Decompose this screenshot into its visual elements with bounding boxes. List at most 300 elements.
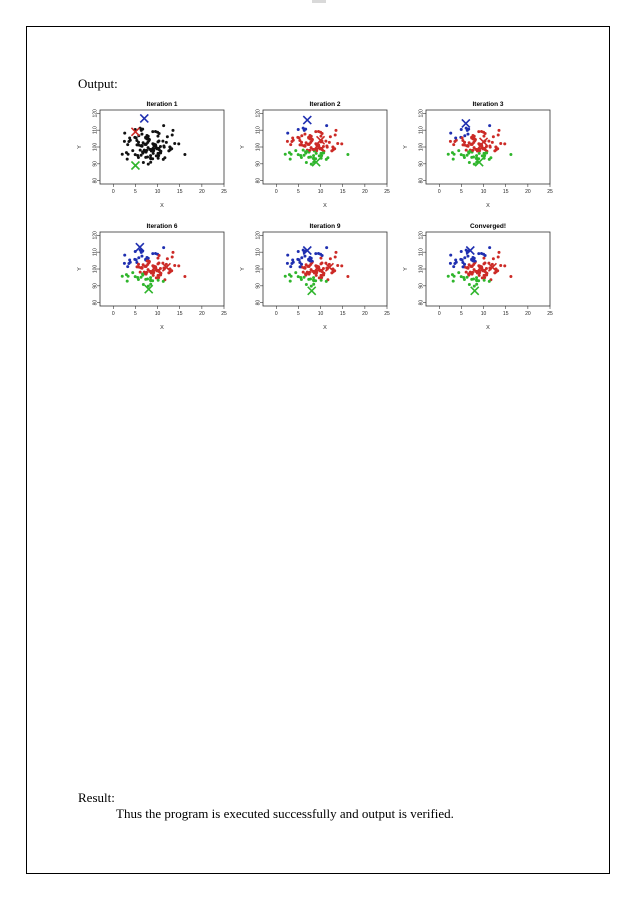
data-point [303,154,306,157]
data-point [473,135,476,138]
data-point [156,140,159,143]
data-point [328,141,331,144]
data-point [305,283,308,286]
data-point [289,143,292,146]
y-tick-label: 120 [92,231,99,240]
data-point [473,138,476,141]
data-point [173,142,176,145]
y-tick-label: 120 [92,109,99,118]
data-point [284,153,287,156]
data-point [449,132,452,135]
data-point [334,129,337,132]
data-point [481,154,484,157]
data-point [466,276,469,279]
x-tick-label: 15 [176,189,183,195]
data-point [157,157,160,160]
data-point [325,144,328,147]
data-point [461,258,464,261]
data-point [294,271,297,274]
data-point [152,274,155,277]
data-point [154,143,157,146]
data-point [314,130,317,133]
data-point [141,151,144,154]
data-point [162,124,165,127]
data-point [449,140,452,143]
data-point [183,153,186,156]
y-tick-label: 110 [92,126,99,135]
data-point [485,273,488,276]
data-point [177,264,180,267]
data-point [158,132,161,135]
scan-mark [312,0,326,3]
scatter-chart [237,98,391,210]
data-point [454,137,457,140]
y-tick-label: 90 [255,161,262,167]
data-point [475,276,478,279]
data-point [145,143,148,146]
data-point [452,265,455,268]
y-tick-label: 80 [418,177,425,184]
data-point [482,147,485,150]
plot-panel [400,220,554,332]
data-point [461,136,464,139]
chart-title: Iteration 2 [309,101,341,108]
data-point [325,158,328,161]
data-point [177,142,180,145]
data-point [466,144,469,147]
data-point [317,265,320,268]
chart-title: Iteration 3 [472,101,504,108]
data-point [305,161,308,164]
data-point [304,128,307,131]
data-point [149,161,152,164]
data-point [286,262,289,265]
data-point [159,151,162,154]
data-point [136,143,139,146]
data-point [141,273,144,276]
y-tick-label: 120 [255,231,262,240]
data-point [472,277,475,280]
data-point [289,158,292,161]
data-point [126,280,129,283]
data-point [497,255,500,258]
data-point [147,257,150,260]
x-tick-label: 20 [362,311,368,317]
plot-panel [400,98,554,210]
y-axis-label: Y [240,145,246,149]
data-point [481,276,484,279]
data-point [312,148,315,151]
data-point [156,135,159,138]
result-heading: Result: [78,790,115,805]
x-tick-label: 25 [221,311,227,317]
data-point [462,265,465,268]
data-point [155,154,158,157]
data-point [499,142,502,145]
data-point [319,135,322,138]
y-tick-label: 80 [255,299,262,306]
data-point [454,259,457,262]
plot-panel [74,220,228,332]
data-point [330,149,333,152]
data-point [314,252,317,255]
data-point [488,158,491,161]
data-point [159,273,162,276]
data-point [482,135,485,138]
data-point [149,276,152,279]
data-point [346,153,349,156]
x-axis-label: X [486,203,490,209]
data-point [312,154,315,157]
output-heading: Output: [78,76,118,91]
data-point [315,152,318,155]
data-point [137,256,140,259]
data-point [286,140,289,143]
data-point [318,276,321,279]
data-point [346,275,349,278]
plot-panel [237,98,391,210]
data-point [290,275,293,278]
data-point [308,143,311,146]
data-point [497,129,500,132]
y-tick-label: 80 [255,177,262,184]
data-point [303,276,306,279]
x-tick-label: 25 [547,311,553,317]
data-point [146,277,149,280]
data-point [321,254,324,257]
data-point [303,144,306,147]
data-point [483,279,486,282]
x-tick-label: 25 [547,189,553,195]
data-point [310,285,313,288]
y-tick-label: 80 [92,177,99,184]
data-point [318,154,321,157]
data-point [340,142,343,145]
data-point [466,266,469,269]
data-point [299,265,302,268]
data-point [509,275,512,278]
data-point [478,274,481,277]
y-tick-label: 100 [92,142,99,152]
data-point [465,271,468,274]
y-tick-label: 90 [255,283,262,289]
y-tick-label: 110 [418,126,425,135]
plot-panel [74,98,228,210]
data-point [141,128,144,131]
x-tick-label: 5 [297,311,300,317]
data-point [155,276,158,279]
data-point [136,276,139,279]
data-point [162,158,165,161]
data-point [166,257,169,260]
data-point [145,265,148,268]
data-point [466,133,469,136]
data-point [126,158,129,161]
data-point [497,251,500,254]
data-point [156,147,159,150]
data-point [165,141,168,144]
y-tick-label: 100 [92,264,99,274]
data-point [466,154,469,157]
data-point [452,280,455,283]
data-point [488,124,491,127]
data-point [140,154,143,157]
data-point [449,254,452,257]
data-point [131,149,134,152]
data-point [462,154,465,157]
data-point [497,133,500,136]
data-point [308,265,311,268]
data-point [162,144,165,147]
y-tick-label: 100 [418,142,425,152]
y-tick-label: 120 [255,109,262,118]
data-point [149,270,152,273]
data-point [289,265,292,268]
y-tick-label: 80 [92,299,99,306]
data-point [475,148,478,151]
x-tick-label: 15 [339,311,346,317]
data-point [480,252,483,255]
data-point [480,130,483,133]
y-tick-label: 100 [255,142,262,152]
x-tick-label: 25 [384,311,390,317]
data-point [477,252,480,255]
y-tick-label: 110 [418,248,425,257]
data-point [466,255,469,258]
data-point [473,260,476,263]
y-tick-label: 90 [92,161,99,167]
data-point [496,147,499,150]
data-point [462,143,465,146]
data-point [325,246,328,249]
x-tick-label: 20 [525,311,531,317]
chart-title: Converged! [469,223,507,230]
data-point [142,161,145,164]
plot-frame [263,232,387,306]
x-tick-label: 20 [525,189,531,195]
data-point [171,129,174,132]
data-point [460,128,463,131]
data-point [123,140,126,143]
x-tick-label: 10 [317,189,324,195]
data-point [453,275,456,278]
data-point [147,260,150,263]
data-point [156,269,159,272]
data-point [139,271,142,274]
data-point [294,149,297,152]
data-point [319,147,322,150]
data-point [154,252,157,255]
data-point [146,155,149,158]
data-point [131,271,134,274]
data-point [452,143,455,146]
data-point [322,151,325,154]
data-point [149,154,152,157]
data-point [140,255,143,258]
centroid-marker [131,162,139,170]
data-point [162,280,165,283]
data-point [312,270,315,273]
data-point [139,149,142,152]
data-point [304,273,307,276]
data-point [467,151,470,154]
data-point [319,269,322,272]
chart-title: Iteration 6 [146,223,178,230]
data-point [336,142,339,145]
data-point [472,155,475,158]
data-point [121,275,124,278]
x-tick-label: 25 [221,189,227,195]
data-point [333,147,336,150]
data-point [320,274,323,277]
data-point [334,133,337,136]
data-point [325,280,328,283]
x-axis-label: X [160,203,164,209]
data-point [147,135,150,138]
data-point [468,161,471,164]
plot-frame [100,232,224,306]
data-point [128,137,131,140]
data-point [322,273,325,276]
data-point [303,266,306,269]
data-point [308,271,311,274]
data-point [320,279,323,282]
data-point [304,151,307,154]
data-point [302,271,305,274]
data-point [480,265,483,268]
data-point [471,143,474,146]
data-point [312,283,315,286]
data-point [136,265,139,268]
data-point [126,143,129,146]
centroid-marker [303,116,311,124]
data-point [123,254,126,257]
plot-frame [426,110,550,184]
data-point [286,132,289,135]
data-point [299,276,302,279]
data-point [325,124,328,127]
data-point [475,283,478,286]
data-point [467,273,470,276]
data-point [137,263,140,266]
data-point [483,274,486,277]
data-point [465,149,468,152]
x-axis-label: X [323,203,327,209]
data-point [151,252,154,255]
data-point [471,149,474,152]
y-tick-label: 110 [255,248,262,257]
data-point [135,258,138,261]
data-point [170,147,173,150]
data-point [151,130,154,133]
data-point [171,133,174,136]
centroid-marker [462,119,470,127]
data-point [477,130,480,133]
data-point [303,133,306,136]
x-tick-label: 10 [317,311,324,317]
data-point [149,148,152,151]
data-point [449,262,452,265]
data-point [482,269,485,272]
x-tick-label: 10 [154,189,161,195]
plot-frame [426,232,550,306]
plot-panel [237,220,391,332]
data-point [312,276,315,279]
x-tick-label: 0 [111,311,115,317]
data-point [471,265,474,268]
data-point [329,135,332,138]
data-point [340,264,343,267]
data-point [321,132,324,135]
data-point [154,130,157,133]
y-tick-label: 80 [418,299,425,306]
data-point [136,154,139,157]
y-tick-label: 120 [418,109,425,118]
data-point [166,135,169,138]
data-point [140,144,143,147]
x-tick-label: 25 [384,189,390,195]
data-point [492,135,495,138]
data-point [473,285,476,288]
data-point [487,140,490,143]
data-point [167,149,170,152]
data-point [468,283,471,286]
data-point [336,264,339,267]
chart-title: Iteration 9 [309,223,341,230]
y-tick-label: 90 [418,161,425,167]
data-point [289,280,292,283]
data-point [463,141,466,144]
data-point [485,151,488,154]
data-point [298,136,301,139]
y-tick-label: 100 [418,264,425,274]
data-point [300,263,303,266]
data-point [503,142,506,145]
data-point [127,153,130,156]
data-point [463,263,466,266]
x-tick-label: 0 [437,189,441,195]
data-point [484,254,487,257]
data-point [154,265,157,268]
data-point [329,257,332,260]
data-point [121,153,124,156]
data-point [300,141,303,144]
x-axis-label: X [160,325,164,331]
x-tick-label: 5 [134,311,137,317]
data-point [462,276,465,279]
x-tick-label: 10 [480,311,487,317]
data-point [310,135,313,138]
data-point [140,266,143,269]
data-point [310,257,313,260]
data-point [452,158,455,161]
data-point [475,154,478,157]
x-tick-label: 15 [502,311,509,317]
data-point [156,257,159,260]
data-point [309,155,312,158]
x-tick-label: 15 [339,189,346,195]
data-point [478,152,481,155]
data-point [300,256,303,259]
data-point [447,153,450,156]
data-point [145,271,148,274]
data-point [126,265,129,268]
x-tick-label: 0 [437,311,441,317]
x-tick-label: 5 [460,311,463,317]
y-tick-label: 90 [418,283,425,289]
data-point [467,128,470,131]
y-tick-label: 90 [92,283,99,289]
